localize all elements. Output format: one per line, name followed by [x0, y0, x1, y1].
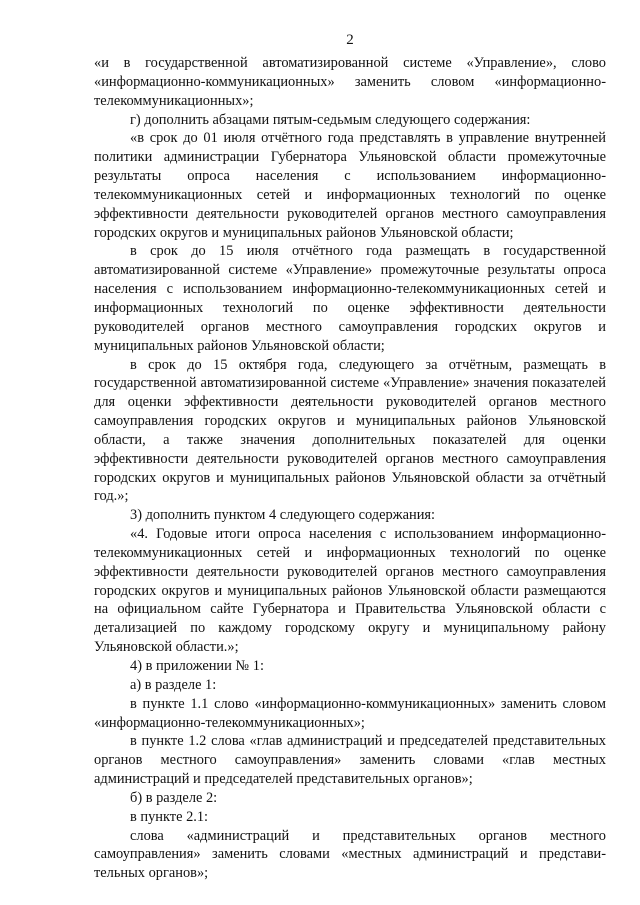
- paragraph: а) в разделе 1:: [130, 676, 217, 693]
- paragraph: г) дополнить абзацами пятым-седьмым следующего содержания:: [130, 111, 531, 128]
- paragraph: в пункте 1.1 слово «информационно-коммуникационных» заменить словом «информационно-телекоммуникационных»;: [94, 695, 606, 731]
- paragraph: в срок до 15 октября года, следующего за отчётным, размещать в государственной автоматизированной системе «Управление» значения показателей для оценки эффективности деятельности руководителей органов местного самоуправления городских округов и муниципальных районов Ульяновской области, а также значения дополнительных показателей для оценки эффективности деятельности руководителей органов местного самоуправления городских округов и муниципальных районов Ульяновской области за отчётный год.»;: [94, 356, 606, 505]
- paragraph: в пункте 1.2 слова «глав администраций и председателей представительных органов местного самоуправления» заменить словами «глав местных администраций и председателей представительных органов»;: [94, 733, 606, 788]
- paragraph: 3) дополнить пунктом 4 следующего содержания:: [130, 507, 436, 524]
- paragraph: в срок до 15 июля отчётного года размещать в государственной автоматизированной системе «Управление» промежуточные результаты опроса населения с использованием информационно-телекоммуникационных сетей и информационных технологий по оценке эффективности деятельности руководителей органов местного самоуправления городских округов и муниципальных районов Ульяновской области;: [94, 243, 606, 354]
- paragraph: в пункте 2.1:: [130, 808, 209, 825]
- paragraph: «и в государственной автоматизированной системе «Управление», слово «информационно-коммуникационных» заменить словом «информационно-телекоммуникационных»;: [94, 55, 606, 109]
- page-number: 2: [346, 32, 354, 48]
- paragraph: «4. Годовые итоги опроса населения с использованием информационно-телекоммуникационных сетей и информационных технологий по оценке эффективности деятельности руководителей органов местного самоуправления городских округов и муниципальных районов Ульяновской области размещаются на официальном сайте Губернатора и Правительства Ульяновской области с детализацией по каждому городскому округу и муниципальному району Ульяновской области.»;: [94, 526, 606, 656]
- document-body: [94, 54, 606, 883]
- paragraph: слова «администраций и представительных органов местного самоуправления» заменить словами «местных администраций и представи-тельных органов»;: [94, 827, 606, 882]
- paragraph: «в срок до 01 июля отчётного года представлять в управление внутренней политики администрации Губернатора Ульяновской области промежуточные результаты опроса населения с использованием информационно-телекоммуникационных сетей и информационных технологий по оценке эффективности деятельности руководителей органов местного самоуправления городских округов и муниципальных районов Ульяновской области;: [94, 130, 606, 241]
- paragraph: б) в разделе 2:: [130, 789, 218, 806]
- paragraph: 4) в приложении № 1:: [130, 658, 264, 674]
